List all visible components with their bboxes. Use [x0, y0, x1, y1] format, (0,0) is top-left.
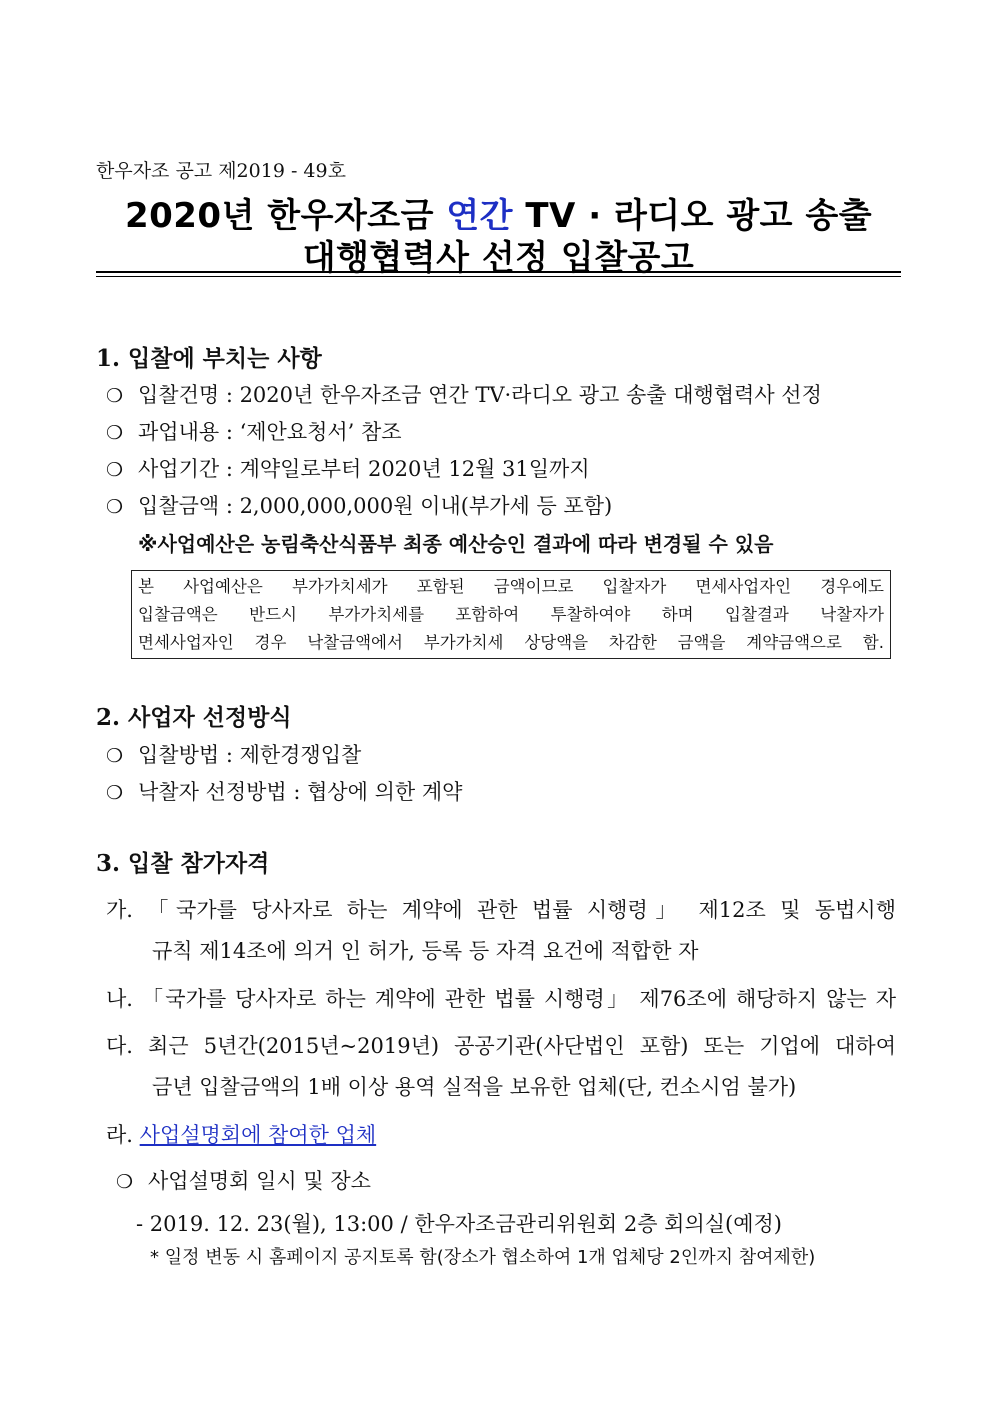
qualification-da-line-1: 다. 최근 5년간(2015년~2019년) 공공기관(사단법인 포함) 또는 기업에 대하여: [106, 1034, 896, 1058]
briefing-link[interactable]: 사업설명회에 참여한 업체: [139, 1123, 377, 1147]
section-1-heading: 1. 입찰에 부치는 사항: [96, 345, 322, 372]
list-item: [106, 379, 822, 409]
qualification-ra: [106, 1119, 376, 1149]
list-item-text: 사업기간 : 계약일로부터 2020년 12월 31일까지: [138, 457, 590, 481]
title-highlight: 연간: [446, 196, 514, 236]
box-line: 입찰금액은 반드시 부가가치세를 포함하여 투찰하여야 하며 입찰결과 낙찰자가: [138, 605, 884, 624]
list-item: [106, 739, 361, 769]
briefing-heading-text: 사업설명회 일시 및 장소: [148, 1169, 371, 1193]
ra-prefix: 라.: [106, 1123, 133, 1147]
qualification-na: 나. 「국가를 당사자로 하는 계약에 관한 법률 시행령」 제76조에 해당하지 않는 자: [106, 987, 896, 1011]
list-item-text: 입찰금액 : 2,000,000,000원 이내(부가세 등 포함): [138, 494, 613, 518]
circle-bullet-icon: ❍: [106, 459, 124, 481]
list-item: [106, 490, 612, 520]
briefing-note: * 일정 변동 시 홈페이지 공지토록 함(장소가 협소하여 1개 업체당 2인까지 참여제한): [150, 1247, 816, 1268]
briefing-detail: - 2019. 12. 23(월), 13:00 / 한우자조금관리위원회 2층 회의실(예정): [136, 1212, 782, 1236]
vat-notice-box: [131, 570, 891, 659]
circle-bullet-icon: ❍: [106, 422, 124, 444]
qualification-da-line-2: 금년 입찰금액의 1배 이상 용역 실적을 보유한 업체(단, 컨소시엄 불가): [152, 1075, 797, 1099]
circle-bullet-icon: ❍: [106, 385, 124, 407]
list-item: [106, 453, 590, 483]
circle-bullet-icon: ❍: [106, 745, 124, 767]
circle-bullet-icon: ❍: [106, 496, 124, 518]
list-item-text: 과업내용 : ‘제안요청서’ 참조: [138, 420, 402, 444]
list-item: [106, 776, 462, 806]
list-item-text: 낙찰자 선정방법 : 협상에 의한 계약: [138, 780, 463, 804]
title-part: TV · 라디오 광고 송출: [513, 196, 873, 236]
section-2-heading: 2. 사업자 선정방식: [96, 704, 292, 731]
qualification-ga-line-2: 규칙 제14조에 의거 인 허가, 등록 등 자격 요건에 적합한 자: [152, 939, 699, 963]
circle-bullet-icon: ❍: [106, 782, 124, 804]
list-item-text: 입찰건명 : 2020년 한우자조금 연간 TV·라디오 광고 송출 대행협력사 선정: [138, 383, 822, 407]
briefing-heading: [116, 1165, 371, 1195]
list-item-text: 입찰방법 : 제한경쟁입찰: [138, 743, 362, 767]
box-line: 면세사업자인 경우 낙찰금액에서 부가가치세 상당액을 차감한 금액을 계약금액으로 함.: [138, 633, 884, 652]
budget-warning: ※사업예산은 농림축산식품부 최종 예산승인 결과에 따라 변경될 수 있음: [138, 532, 774, 556]
list-item: [106, 416, 402, 446]
title-line-2: 대행협력사 선정 입찰공고: [302, 238, 695, 278]
title-part: 2020년 한우자조금: [124, 196, 447, 236]
section-3-heading: 3. 입찰 참가자격: [96, 850, 270, 877]
title-underline-thick: [96, 271, 901, 273]
circle-bullet-icon: ❍: [116, 1171, 134, 1193]
title-underline-thin: [96, 276, 901, 277]
notice-number: 한우자조 공고 제2019 - 49호: [96, 160, 346, 182]
qualification-ga-line-1: 가. 「국가를 당사자로 하는 계약에 관한 법률 시행령」 제12조 및 동법시행: [106, 898, 896, 922]
box-line: 본 사업예산은 부가가치세가 포함된 금액이므로 입찰자가 면세사업자인 경우에도: [138, 577, 884, 596]
